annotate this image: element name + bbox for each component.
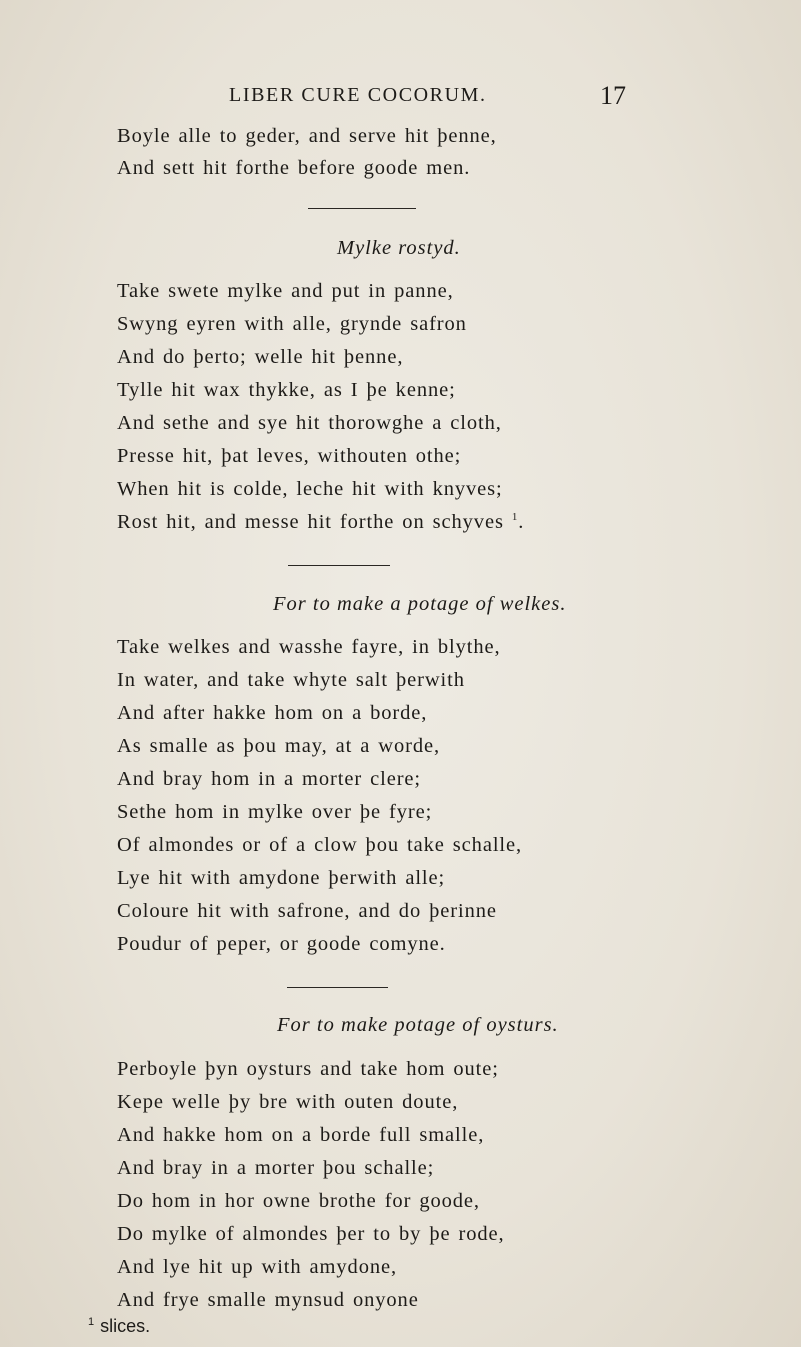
verse-line: And sett hit forthe before goode men.: [117, 157, 471, 179]
section-title: For to make potage of oysturs.: [277, 1014, 559, 1036]
section-title: Mylke rostyd.: [337, 237, 461, 259]
verse-line: And sethe and sye hit thorowghe a cloth,: [117, 412, 502, 434]
footnote-text: slices.: [100, 1316, 151, 1336]
section-rule: [287, 987, 388, 988]
verse-line: Swyng eyren with alle, grynde safron: [117, 313, 467, 335]
verse-line: And do þerto; welle hit þenne,: [117, 346, 404, 368]
footnote: [88, 1316, 150, 1337]
verse-line: As smalle as þou may, at a worde,: [117, 735, 441, 757]
verse-line: Tylle hit wax thykke, as I þe kenne;: [117, 379, 456, 401]
verse-line: Sethe hom in mylke over þe fyre;: [117, 801, 433, 823]
verse-line: Do hom in hor owne brothe for goode,: [117, 1190, 480, 1212]
footnote-reference: 1: [511, 511, 519, 524]
verse-line: And bray hom in a morter clere;: [117, 768, 422, 790]
verse-line: Poudur of peper, or goode comyne.: [117, 933, 446, 955]
verse-line: When hit is colde, leche hit with knyves;: [117, 478, 503, 500]
verse-line: Boyle alle to geder, and serve hit þenne,: [117, 125, 497, 147]
section-rule: [308, 208, 416, 209]
verse-line-text: Rost hit, and messe hit forthe on schyves: [117, 511, 504, 533]
verse-line: Take swete mylke and put in panne,: [117, 280, 454, 302]
verse-line: Do mylke of almondes þer to by þe rode,: [117, 1223, 505, 1245]
running-title: LIBER CURE COCORUM.: [229, 84, 487, 106]
verse-line: In water, and take whyte salt þerwith: [117, 669, 465, 691]
page-number: 17: [600, 81, 626, 110]
verse-line: And bray in a morter þou schalle;: [117, 1157, 435, 1179]
verse-line: Kepe welle þy bre with outen doute,: [117, 1091, 459, 1113]
verse-line: And hakke hom on a borde full smalle,: [117, 1124, 485, 1146]
verse-line: Of almondes or of a clow þou take schalle,: [117, 834, 523, 856]
verse-line: And after hakke hom on a borde,: [117, 702, 428, 724]
verse-line: Lye hit with amydone þerwith alle;: [117, 867, 446, 889]
verse-line: Rost hit, and messe hit forthe on schyves $^1$.: [117, 511, 525, 533]
verse-line: Presse hit, þat leves, withouten othe;: [117, 445, 462, 467]
verse-line: Perboyle þyn oysturs and take hom oute;: [117, 1058, 499, 1080]
section-title: For to make a potage of welkes.: [273, 593, 567, 615]
running-head: [0, 81, 801, 114]
verse-line: Take welkes and wasshe fayre, in blythe,: [117, 636, 501, 658]
section-rule: [288, 565, 390, 566]
verse-line: And frye smalle mynsud onyone: [117, 1289, 419, 1311]
verse-line: Coloure hit with safrone, and do þerinne: [117, 900, 497, 922]
footnote-mark: 1: [88, 1316, 95, 1328]
verse-line: And lye hit up with amydone,: [117, 1256, 398, 1278]
